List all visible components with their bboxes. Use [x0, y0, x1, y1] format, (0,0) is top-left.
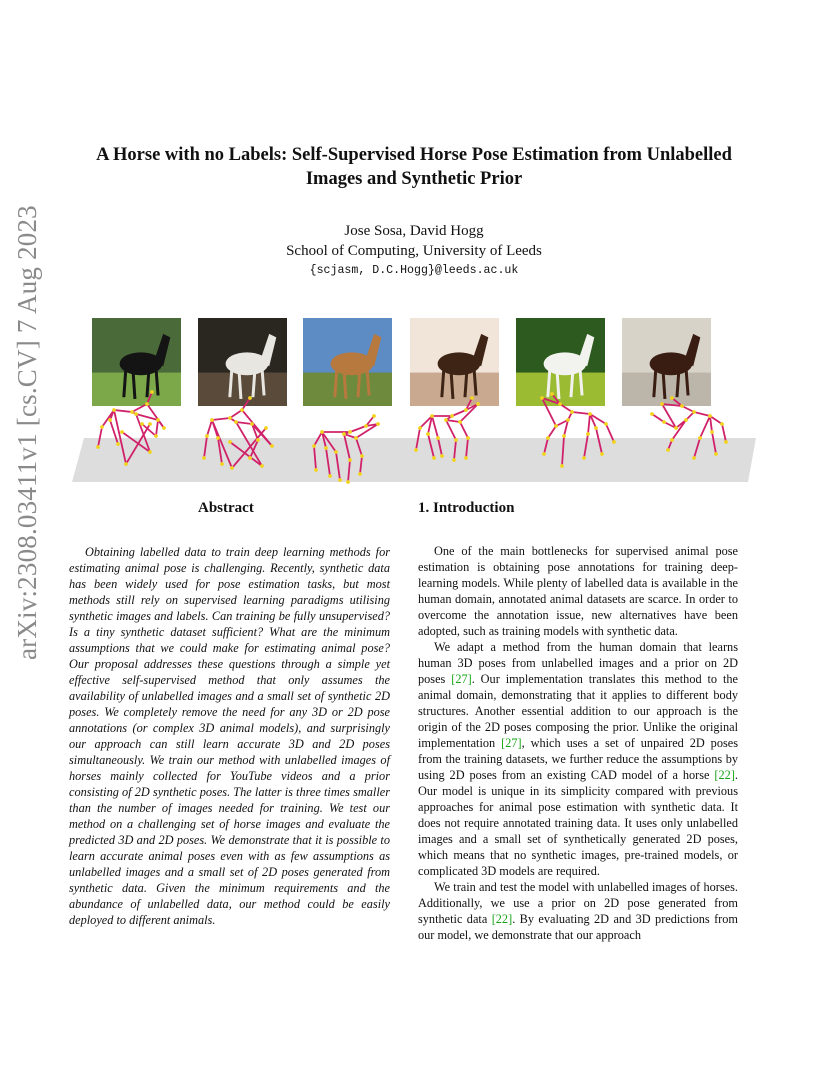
skeleton-bone — [694, 412, 710, 416]
citation-link[interactable]: [22] — [491, 912, 513, 926]
skeleton-bone — [588, 414, 590, 434]
intro-paragraph-3 — [418, 879, 738, 943]
skeleton-joint — [714, 452, 718, 456]
skeleton-joint — [250, 422, 254, 426]
horse-photo-arabian-beach-horse-leg — [442, 369, 444, 397]
horse-photo-black-rearing-ground — [92, 373, 181, 406]
skeleton-joint — [550, 392, 554, 396]
horse-photo-arabian-beach-horse-leg — [465, 369, 467, 397]
skeleton-bone — [432, 416, 438, 438]
skeleton-joint — [108, 418, 112, 422]
skeleton-joint — [228, 416, 232, 420]
skeleton-joint — [270, 444, 274, 448]
horse-photo-white-fence-ground — [198, 373, 287, 406]
skeleton-joint — [100, 425, 104, 429]
intro-p2-text-d: . Our model is unique in its simplicity compared with previous approaches for animal pose estimation with synthetic data. It does not require annotated training data. It uses only unlabelled images and a small set of synthetically generated 2D poses, which means that no synthetic images, pre-trained models, or complicated 3D models are required. — [418, 768, 738, 878]
skeleton-joint — [662, 420, 666, 424]
horse-photo-arabian-beach-horse-leg — [474, 369, 476, 395]
author-block — [160, 221, 668, 281]
skeleton-joint — [582, 456, 586, 460]
skeleton-joint — [430, 414, 434, 418]
skeleton-joint — [112, 408, 116, 412]
skeleton-bone — [710, 416, 712, 432]
skeleton-joint — [134, 412, 138, 416]
skeleton-joint — [604, 422, 608, 426]
skeleton-joint — [566, 418, 570, 422]
skeleton-bone — [446, 420, 456, 440]
skeleton-joint — [334, 450, 338, 454]
horse-photo-black-rearing-horse-leg — [133, 369, 135, 399]
skeleton-bone — [700, 416, 710, 438]
skeleton-joint — [216, 436, 220, 440]
horse-photo-black-rearing-horse-leg — [124, 369, 126, 397]
horse-photo-arabian-beach-ground — [410, 373, 499, 406]
skeleton-joint — [558, 402, 562, 406]
skeleton-joint — [148, 450, 152, 454]
intro-p2-text-a: We adapt a method from the human domain that learns human 3D poses from unlabelled images and a prior on 2D poses — [418, 640, 738, 686]
skeleton-joint — [205, 434, 209, 438]
skeleton-joint — [600, 452, 604, 456]
skeleton-joint — [684, 418, 688, 422]
skeleton-joint — [120, 430, 124, 434]
skeleton-joint — [674, 426, 678, 430]
horse-photo-white-fence-horse-leg — [253, 369, 255, 397]
skeleton-bone — [460, 404, 478, 422]
horse-photo-black-rearing-horse-leg — [156, 369, 158, 395]
abstract-heading: Abstract — [198, 500, 254, 516]
skeleton-bone — [156, 420, 158, 436]
skeleton-joint — [540, 396, 544, 400]
skeleton-bone — [212, 418, 230, 420]
skeleton-joint — [354, 436, 358, 440]
skeleton-bone — [452, 410, 466, 416]
horse-photo-white-meadow-horse-leg — [557, 369, 559, 399]
citation-link[interactable]: [27] — [501, 736, 522, 750]
skeleton-joint — [140, 422, 144, 426]
intro-p2-text-b: . Our implementation translates this method to the animal domain, demonstrating that it applies to different body structures. Another essential addition to our approach is the origin of the 2D poses composing the prior. Unlike the original implementation — [418, 672, 738, 750]
skeleton-joint — [342, 432, 346, 436]
horse-photo-brown-jumping-horse-leg — [654, 369, 656, 397]
skeleton-joint — [348, 430, 352, 434]
skeleton-joint — [360, 454, 364, 458]
intro-p2-text-c: , which uses a set of unpaired 2D poses from the training datasets, we further reduce the assumptions by using 2D poses from an existing CAD model of a horse — [418, 736, 738, 782]
horse-photo-palomino-ground — [303, 373, 392, 406]
author-email: {scjasm, D.C.Hogg}@leeds.ac.uk — [309, 264, 519, 277]
skeleton-joint — [256, 438, 260, 442]
skeleton-joint — [452, 458, 456, 462]
skeleton-joint — [346, 480, 350, 484]
skeleton-joint — [324, 446, 328, 450]
skeleton-joint — [436, 436, 440, 440]
skeleton-joint — [130, 410, 134, 414]
skeleton-joint — [426, 432, 430, 436]
horse-photo-palomino-horse-leg — [367, 369, 369, 395]
skeleton-joint — [542, 452, 546, 456]
skeleton-bone — [230, 410, 242, 418]
horse-photo-white-fence-horse-leg — [230, 369, 232, 397]
intro-p3-text-a: We train and test the model with unlabelled images of horses. Additionally, we use a prior on 2D pose generated from synthetic data — [418, 880, 738, 926]
skeleton-joint — [720, 422, 724, 426]
horse-photo-white-meadow-horse-leg — [571, 369, 573, 397]
skeleton-joint — [708, 414, 712, 418]
skeleton-bone — [114, 410, 132, 412]
intro-p3-text-b: . By evaluating 2D and 3D predictions from our model, we demonstrate that our approach — [418, 912, 738, 942]
skeleton-joint — [156, 418, 160, 422]
skeleton-joint — [116, 442, 120, 446]
horse-photo-white-meadow-horse-leg — [580, 369, 582, 395]
paper-title — [60, 143, 768, 191]
skeleton-joint — [588, 412, 592, 416]
skeleton-joint — [230, 466, 234, 470]
skeleton-joint — [470, 396, 474, 400]
skeleton-joint — [554, 424, 558, 428]
horse-photo-white-meadow-horse-leg — [548, 369, 550, 397]
title-line-2: Images and Synthetic Prior — [305, 169, 523, 189]
teaser-figure — [72, 314, 756, 486]
skeleton-joint — [364, 424, 368, 428]
skeleton-joint — [210, 418, 214, 422]
skeleton-joint — [464, 408, 468, 412]
skeleton-joint — [670, 396, 674, 400]
skeleton-joint — [464, 456, 468, 460]
skeleton-joint — [124, 462, 128, 466]
skeleton-joint — [444, 418, 448, 422]
skeleton-joint — [228, 440, 232, 444]
skeleton-bone — [460, 422, 468, 438]
skeleton-joint — [314, 468, 318, 472]
skeleton-joint — [692, 456, 696, 460]
skeleton-joint — [328, 474, 332, 478]
skeleton-bone — [236, 422, 252, 424]
skeleton-joint — [466, 436, 470, 440]
skeleton-joint — [376, 422, 380, 426]
skeleton-joint — [150, 390, 154, 394]
citation-link[interactable]: [22] — [714, 768, 735, 782]
author-affiliation: School of Computing, University of Leeds — [286, 243, 542, 259]
horse-photo-white-fence-horse-leg — [239, 369, 241, 399]
skeleton-joint — [312, 444, 316, 448]
skeleton-joint — [680, 404, 684, 408]
skeleton-joint — [240, 408, 244, 412]
horse-photo-brown-jumping-horse-leg — [686, 369, 688, 395]
intro-paragraph-1: One of the main bottlenecks for supervised animal pose estimation is obtaining pose annotations for training deep-learning models. While plenty of labelled data is available in the human domain, annotated animal datasets are scarce. In order to overcome the annotation issue, new alternatives have been adopted, such as training models with synthetic data. — [418, 544, 738, 638]
skeleton-bone — [446, 420, 460, 422]
skeleton-joint — [260, 464, 264, 468]
introduction-heading: 1. Introduction — [418, 500, 515, 516]
horse-photo-brown-jumping-horse-leg — [663, 369, 665, 399]
arxiv-stamp: arXiv:2308.03411v1 [cs.CV] 7 Aug 2023 — [12, 205, 42, 660]
skeleton-joint — [220, 462, 224, 466]
ground-plane — [72, 438, 756, 482]
skeleton-joint — [162, 426, 166, 430]
skeleton-joint — [145, 402, 149, 406]
skeleton-joint — [234, 420, 238, 424]
skeleton-joint — [570, 410, 574, 414]
skeleton-joint — [562, 434, 566, 438]
skeleton-joint — [650, 412, 654, 416]
skeleton-joint — [264, 426, 268, 430]
skeleton-joint — [414, 448, 418, 452]
abstract-body: Obtaining labelled data to train deep learning methods for estimating animal pose is challenging. Recently, synthetic data has been widely used for pose estimation tasks, but most methods still rely on supervised learning paradigms utilising synthetic images and labels. Can training be fully unsupervised? Is a tiny synthetic dataset sufficient? What are the minimum assumptions that we could make for estimating animal pose? Our proposal addresses these questions through a simple yet effective self-supervised method that only assumes the availability of unlabelled images and a small set of synthetic 2D poses. We completely remove the need for any 3D or 2D pose annotations (or complex 3D animal models), and surprisingly our approach can still learn accurate 3D and 2D poses simultaneously. We train our method with unlabelled images of horses mainly collected for YouTube videos and a prior consisting of 2D synthetic poses. The latter is three times smaller than the number of images needed for training. We test our method on a challenging set of horse images and evaluate the predicted 3D and 2D poses. We demonstrate that it is possible to learn accurate animal poses even with as few assumptions as unlabelled images and a small set of 2D poses generated from synthetic data. Given the minimum requirements and the abundance of unlabelled data, our method could be easily deployed to different animals. — [69, 545, 390, 927]
skeleton-bone — [652, 414, 664, 422]
skeleton-joint — [692, 410, 696, 414]
citation-link[interactable]: [27] — [451, 672, 472, 686]
skeleton-joint — [594, 426, 598, 430]
skeleton-joint — [698, 436, 702, 440]
horse-photo-white-fence-horse-leg — [262, 369, 264, 395]
skeleton-joint — [586, 432, 590, 436]
skeleton-joint — [454, 438, 458, 442]
horse-photo-arabian-beach-horse-leg — [451, 369, 453, 399]
skeleton-joint — [248, 396, 252, 400]
horse-photo-palomino-horse-leg — [335, 369, 337, 397]
title-line-1: A Horse with no Labels: Self-Supervised Horse Pose Estimation from Unlabelled — [96, 145, 732, 165]
introduction-body — [418, 543, 738, 943]
skeleton-joint — [710, 430, 714, 434]
skeleton-joint — [612, 440, 616, 444]
skeleton-joint — [440, 454, 444, 458]
skeleton-bone — [548, 426, 556, 438]
skeleton-joint — [432, 456, 436, 460]
skeleton-joint — [148, 422, 152, 426]
skeleton-joint — [670, 438, 674, 442]
skeleton-joint — [450, 414, 454, 418]
skeleton-joint — [476, 402, 480, 406]
skeleton-joint — [154, 434, 158, 438]
author-names: Jose Sosa, David Hogg — [344, 223, 484, 239]
skeleton-joint — [666, 448, 670, 452]
skeleton-bone — [350, 426, 366, 432]
skeleton-joint — [348, 458, 352, 462]
skeleton-bone — [682, 406, 694, 412]
skeleton-joint — [372, 414, 376, 418]
skeleton-joint — [338, 478, 342, 482]
skeleton-joint — [418, 426, 422, 430]
skeleton-joint — [724, 440, 728, 444]
skeleton-joint — [358, 472, 362, 476]
skeleton-joint — [560, 464, 564, 468]
skeleton-joint — [660, 402, 664, 406]
skeleton-joint — [546, 436, 550, 440]
horse-photo-palomino-horse-leg — [358, 369, 360, 397]
horse-photo-brown-jumping-ground — [622, 373, 711, 406]
skeleton-joint — [248, 456, 252, 460]
skeleton-bone — [710, 416, 722, 424]
intro-paragraph-2 — [418, 639, 738, 879]
horse-photo-brown-jumping-horse-leg — [677, 369, 679, 397]
skeleton-bone — [572, 412, 590, 414]
skeleton-joint — [202, 456, 206, 460]
horse-photo-white-meadow-ground — [516, 373, 605, 406]
skeleton-joint — [96, 445, 100, 449]
skeleton-joint — [458, 420, 462, 424]
horse-photo-palomino-horse-leg — [344, 369, 346, 399]
horse-photo-black-rearing-horse-leg — [147, 369, 149, 397]
skeleton-bone — [207, 420, 212, 436]
pose-figure-canvas — [72, 314, 756, 486]
skeleton-joint — [320, 430, 324, 434]
